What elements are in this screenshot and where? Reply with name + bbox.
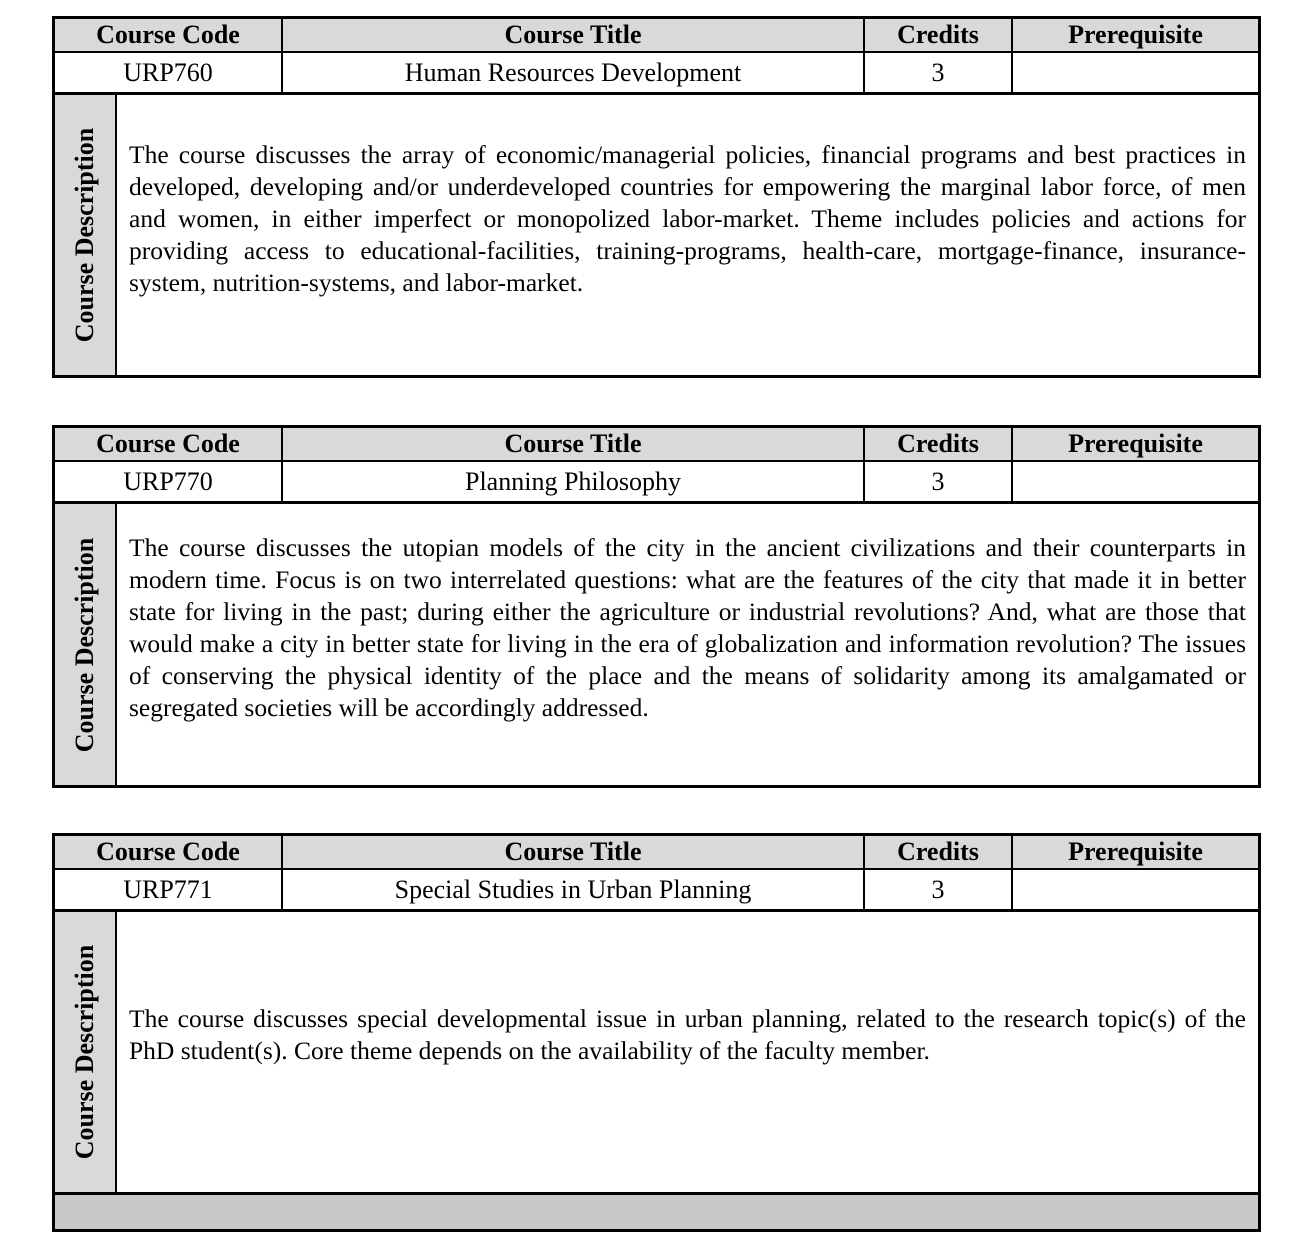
prerequisite-header: Prerequisite — [1013, 19, 1258, 53]
course-credits: 3 — [865, 53, 1013, 92]
header-row — [55, 19, 1258, 53]
course-code: URP760 — [55, 53, 283, 92]
course-title-header: Course Title — [283, 836, 865, 870]
description-row — [55, 504, 1258, 785]
description-label-cell — [55, 504, 117, 785]
prerequisite-header: Prerequisite — [1013, 428, 1258, 462]
credits-header: Credits — [865, 428, 1013, 462]
course-prerequisite — [1013, 53, 1258, 92]
course-title: Special Studies in Urban Planning — [283, 870, 865, 909]
course-info-row — [55, 53, 1258, 95]
description-label: Course Description — [70, 127, 99, 343]
description-label-cell — [55, 912, 117, 1192]
course-description: The course discusses the array of economic/managerial policies, financial programs and best practices in developed, developing and/or underdeveloped countries for empowering the marginal labor force, of men and women, in either imperfect or monopolized labor-market. Theme includes policies and actions for providing access to educational-facilities, training-programs, health-care, mortgage-finance, insurance-system, nutrition-systems, and labor-market. — [129, 140, 1246, 297]
course-prerequisite — [1013, 870, 1258, 909]
course-table-urp770 — [52, 425, 1261, 788]
description-label-cell — [55, 95, 117, 375]
course-table-urp760 — [52, 16, 1261, 378]
description-label: Course Description — [70, 537, 99, 752]
course-description: The course discusses the utopian models of the city in the ancient civilizations and their counterparts in modern time. Focus is on two interrelated questions: what are the features of the city that made it in better state for living in the past; during either the agriculture or industrial revolutions? And, what are those that would make a city in better state for living in the era of globalization and information revolution? The issues of conserving the physical identity of the place and the means of solidarity among its amalgamated or segregated societies will be accordingly addressed. — [129, 533, 1246, 722]
course-credits: 3 — [865, 870, 1013, 909]
course-code-header: Course Code — [55, 428, 283, 462]
course-code: URP771 — [55, 870, 283, 909]
credits-header: Credits — [865, 19, 1013, 53]
description-cell — [117, 912, 1258, 1192]
course-code: URP770 — [55, 462, 283, 501]
course-info-row — [55, 462, 1258, 504]
description-row — [55, 912, 1258, 1192]
course-prerequisite — [1013, 462, 1258, 501]
course-code-header: Course Code — [55, 836, 283, 870]
header-row — [55, 836, 1258, 870]
course-info-row — [55, 870, 1258, 912]
course-title: Human Resources Development — [283, 53, 865, 92]
course-table-urp771 — [52, 833, 1261, 1232]
course-title-header: Course Title — [283, 19, 865, 53]
course-code-header: Course Code — [55, 19, 283, 53]
course-title: Planning Philosophy — [283, 462, 865, 501]
credits-header: Credits — [865, 836, 1013, 870]
description-row — [55, 95, 1258, 375]
description-cell — [117, 504, 1258, 785]
course-title-header: Course Title — [283, 428, 865, 462]
prerequisite-header: Prerequisite — [1013, 836, 1258, 870]
header-row — [55, 428, 1258, 462]
course-credits: 3 — [865, 462, 1013, 501]
description-label: Course Description — [70, 944, 99, 1160]
course-description: The course discusses special developmental issue in urban planning, related to the research topic(s) of the PhD student(s). Core theme depends on the availability of the faculty member. — [129, 1004, 1246, 1065]
description-cell — [117, 95, 1258, 375]
table-footer-bar — [55, 1192, 1258, 1229]
